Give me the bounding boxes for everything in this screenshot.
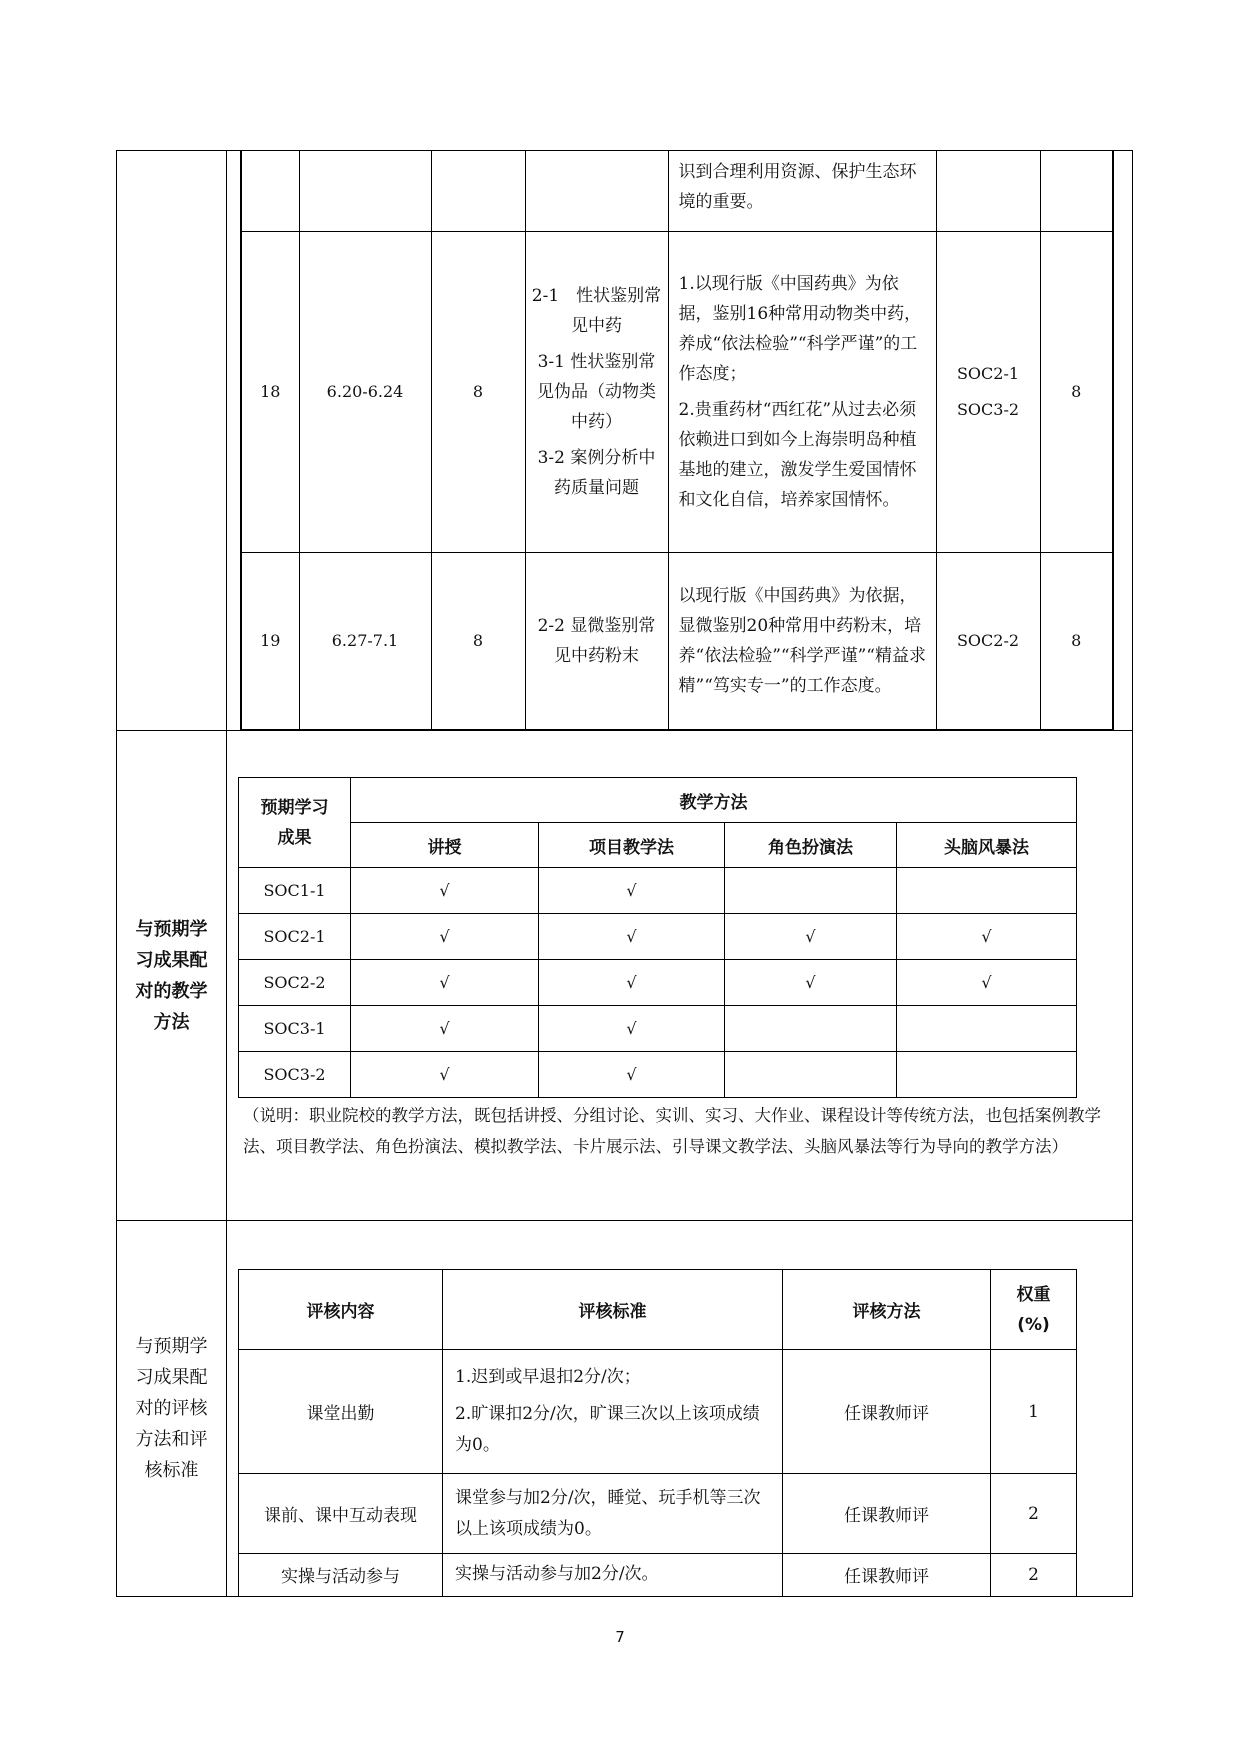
check-mark: √ — [351, 1006, 539, 1052]
topic-item: 3-2 案例分析中药质量问题 — [537, 447, 656, 498]
outer-table — [116, 150, 1133, 1597]
check-mark — [725, 868, 897, 914]
table-row — [239, 1006, 1077, 1052]
header-method: 项目教学法 — [539, 823, 725, 868]
assessment-standard: 实操与活动参与加2分/次。 — [443, 1554, 783, 1596]
week-cell: 18 — [241, 231, 299, 552]
header-weight: 权重(%) — [991, 1270, 1077, 1350]
desc-cell — [668, 231, 936, 552]
check-mark — [897, 868, 1077, 914]
hours-cell: 8 — [431, 552, 525, 729]
header-content: 评核内容 — [239, 1270, 443, 1350]
check-mark: √ — [539, 1052, 725, 1098]
check-mark: √ — [725, 960, 897, 1006]
schedule-cell — [227, 151, 1133, 731]
check-mark — [725, 1006, 897, 1052]
table-row — [239, 868, 1077, 914]
dates-cell: 6.27-7.1 — [299, 552, 431, 729]
check-mark: √ — [351, 914, 539, 960]
assessment-method: 任课教师评 — [783, 1474, 991, 1554]
topics-cell — [525, 231, 668, 552]
weight-cell: 8 — [1040, 552, 1113, 729]
assessment-section-label: 与预期学习成果配对的评核方法和评核标准 — [117, 1221, 227, 1597]
methods-cell — [227, 731, 1133, 1221]
outcome-code: SOC2-1 — [239, 914, 351, 960]
assessment-content: 课堂出勤 — [239, 1350, 443, 1474]
assessment-weight: 1 — [991, 1350, 1077, 1474]
week-cell: 19 — [241, 552, 299, 729]
schedule-row-18 — [241, 231, 1113, 552]
outcome-code: SOC3-2 — [956, 399, 1020, 419]
check-mark — [897, 1052, 1077, 1098]
assessment-standard: 1.迟到或早退扣2分/次； 2.旷课扣2分/次，旷课三次以上该项成绩为0。 — [443, 1350, 783, 1474]
header-method: 头脑风暴法 — [897, 823, 1077, 868]
blank-label-cell — [117, 151, 227, 731]
assessment-weight: 2 — [991, 1474, 1077, 1554]
topic-item: 3-1 性状鉴别常见伪品（动物类中药） — [537, 351, 656, 432]
check-mark: √ — [539, 1006, 725, 1052]
outcome-code: SOC2-2 — [239, 960, 351, 1006]
desc-cell — [668, 552, 936, 729]
table-row — [239, 1052, 1077, 1098]
outcome-code: SOC1-1 — [239, 868, 351, 914]
outcome-code: SOC2-1 — [956, 363, 1020, 383]
table-row — [239, 1350, 1077, 1474]
assessment-method: 任课教师评 — [783, 1554, 991, 1596]
assessment-table — [238, 1269, 1077, 1596]
assessment-content: 实操与活动参与 — [239, 1554, 443, 1596]
assessment-method: 任课教师评 — [783, 1350, 991, 1474]
outcome-code: SOC2-2 — [956, 630, 1020, 650]
assessment-standard: 课堂参与加2分/次，睡觉、玩手机等三次以上该项成绩为0。 — [443, 1474, 783, 1554]
schedule-table — [240, 151, 1114, 730]
outcome-code: SOC3-2 — [239, 1052, 351, 1098]
check-mark: √ — [351, 960, 539, 1006]
check-mark — [725, 1052, 897, 1098]
methods-table — [238, 777, 1077, 1098]
topic-item: 2-1 性状鉴别常见中药 — [531, 285, 662, 336]
outcomes-cell — [936, 231, 1040, 552]
check-mark: √ — [725, 914, 897, 960]
schedule-row-19 — [241, 552, 1113, 729]
weight-cell: 8 — [1040, 231, 1113, 552]
check-mark — [897, 1006, 1077, 1052]
header-method: 角色扮演法 — [725, 823, 897, 868]
outcome-code: SOC3-1 — [239, 1006, 351, 1052]
methods-section-label: 与预期学习成果配对的教学方法 — [117, 731, 227, 1221]
table-row — [239, 960, 1077, 1006]
header-standard: 评核标准 — [443, 1270, 783, 1350]
header-outcome: 预期学习成果 — [239, 778, 351, 868]
check-mark: √ — [351, 1052, 539, 1098]
check-mark: √ — [897, 914, 1077, 960]
check-mark: √ — [539, 914, 725, 960]
schedule-cont-row — [241, 151, 1113, 231]
check-mark: √ — [897, 960, 1077, 1006]
check-mark: √ — [539, 868, 725, 914]
desc-item: 以现行版《中国药典》为依据，显微鉴别20种常用中药粉末，培养“依法检验”“科学严谨”“精益求精”“笃实专一”的工作态度。 — [678, 585, 926, 696]
dates-cell: 6.20-6.24 — [299, 231, 431, 552]
assessment-content: 课前、课中互动表现 — [239, 1474, 443, 1554]
table-row — [239, 1474, 1077, 1554]
header-methods-group: 教学方法 — [351, 778, 1077, 823]
check-mark: √ — [539, 960, 725, 1006]
page-number: 7 — [615, 1628, 625, 1646]
desc-item: 2.贵重药材“西红花”从过去必须依赖进口到如今上海崇明岛种植基地的建立，激发学生爱国情怀和文化自信，培养家国情怀。 — [678, 399, 917, 510]
methods-note: （说明：职业院校的教学方法，既包括讲授、分组讨论、实训、实习、大作业、课程设计等传统方法，也包括案例教学法、项目教学法、角色扮演法、模拟教学法、卡片展示法、引导课文教学法、头脑风暴法等行为导向的教学方法） — [243, 1106, 1101, 1156]
table-row — [239, 1554, 1077, 1596]
topics-cell — [525, 552, 668, 729]
desc-item: 1.以现行版《中国药典》为依据，鉴别16种常用动物类中药，养成“依法检验”“科学严谨”的工作态度； — [678, 273, 922, 384]
header-method: 评核方法 — [783, 1270, 991, 1350]
outcomes-cell — [936, 552, 1040, 729]
assessment-cell — [227, 1221, 1133, 1597]
hours-cell: 8 — [431, 231, 525, 552]
assessment-weight: 2 — [991, 1554, 1077, 1596]
table-row — [239, 914, 1077, 960]
check-mark: √ — [351, 868, 539, 914]
topic-item: 2-2 显微鉴别常见中药粉末 — [537, 615, 656, 666]
cont-desc: 识到合理利用资源、保护生态环境的重要。 — [668, 151, 936, 231]
header-method: 讲授 — [351, 823, 539, 868]
